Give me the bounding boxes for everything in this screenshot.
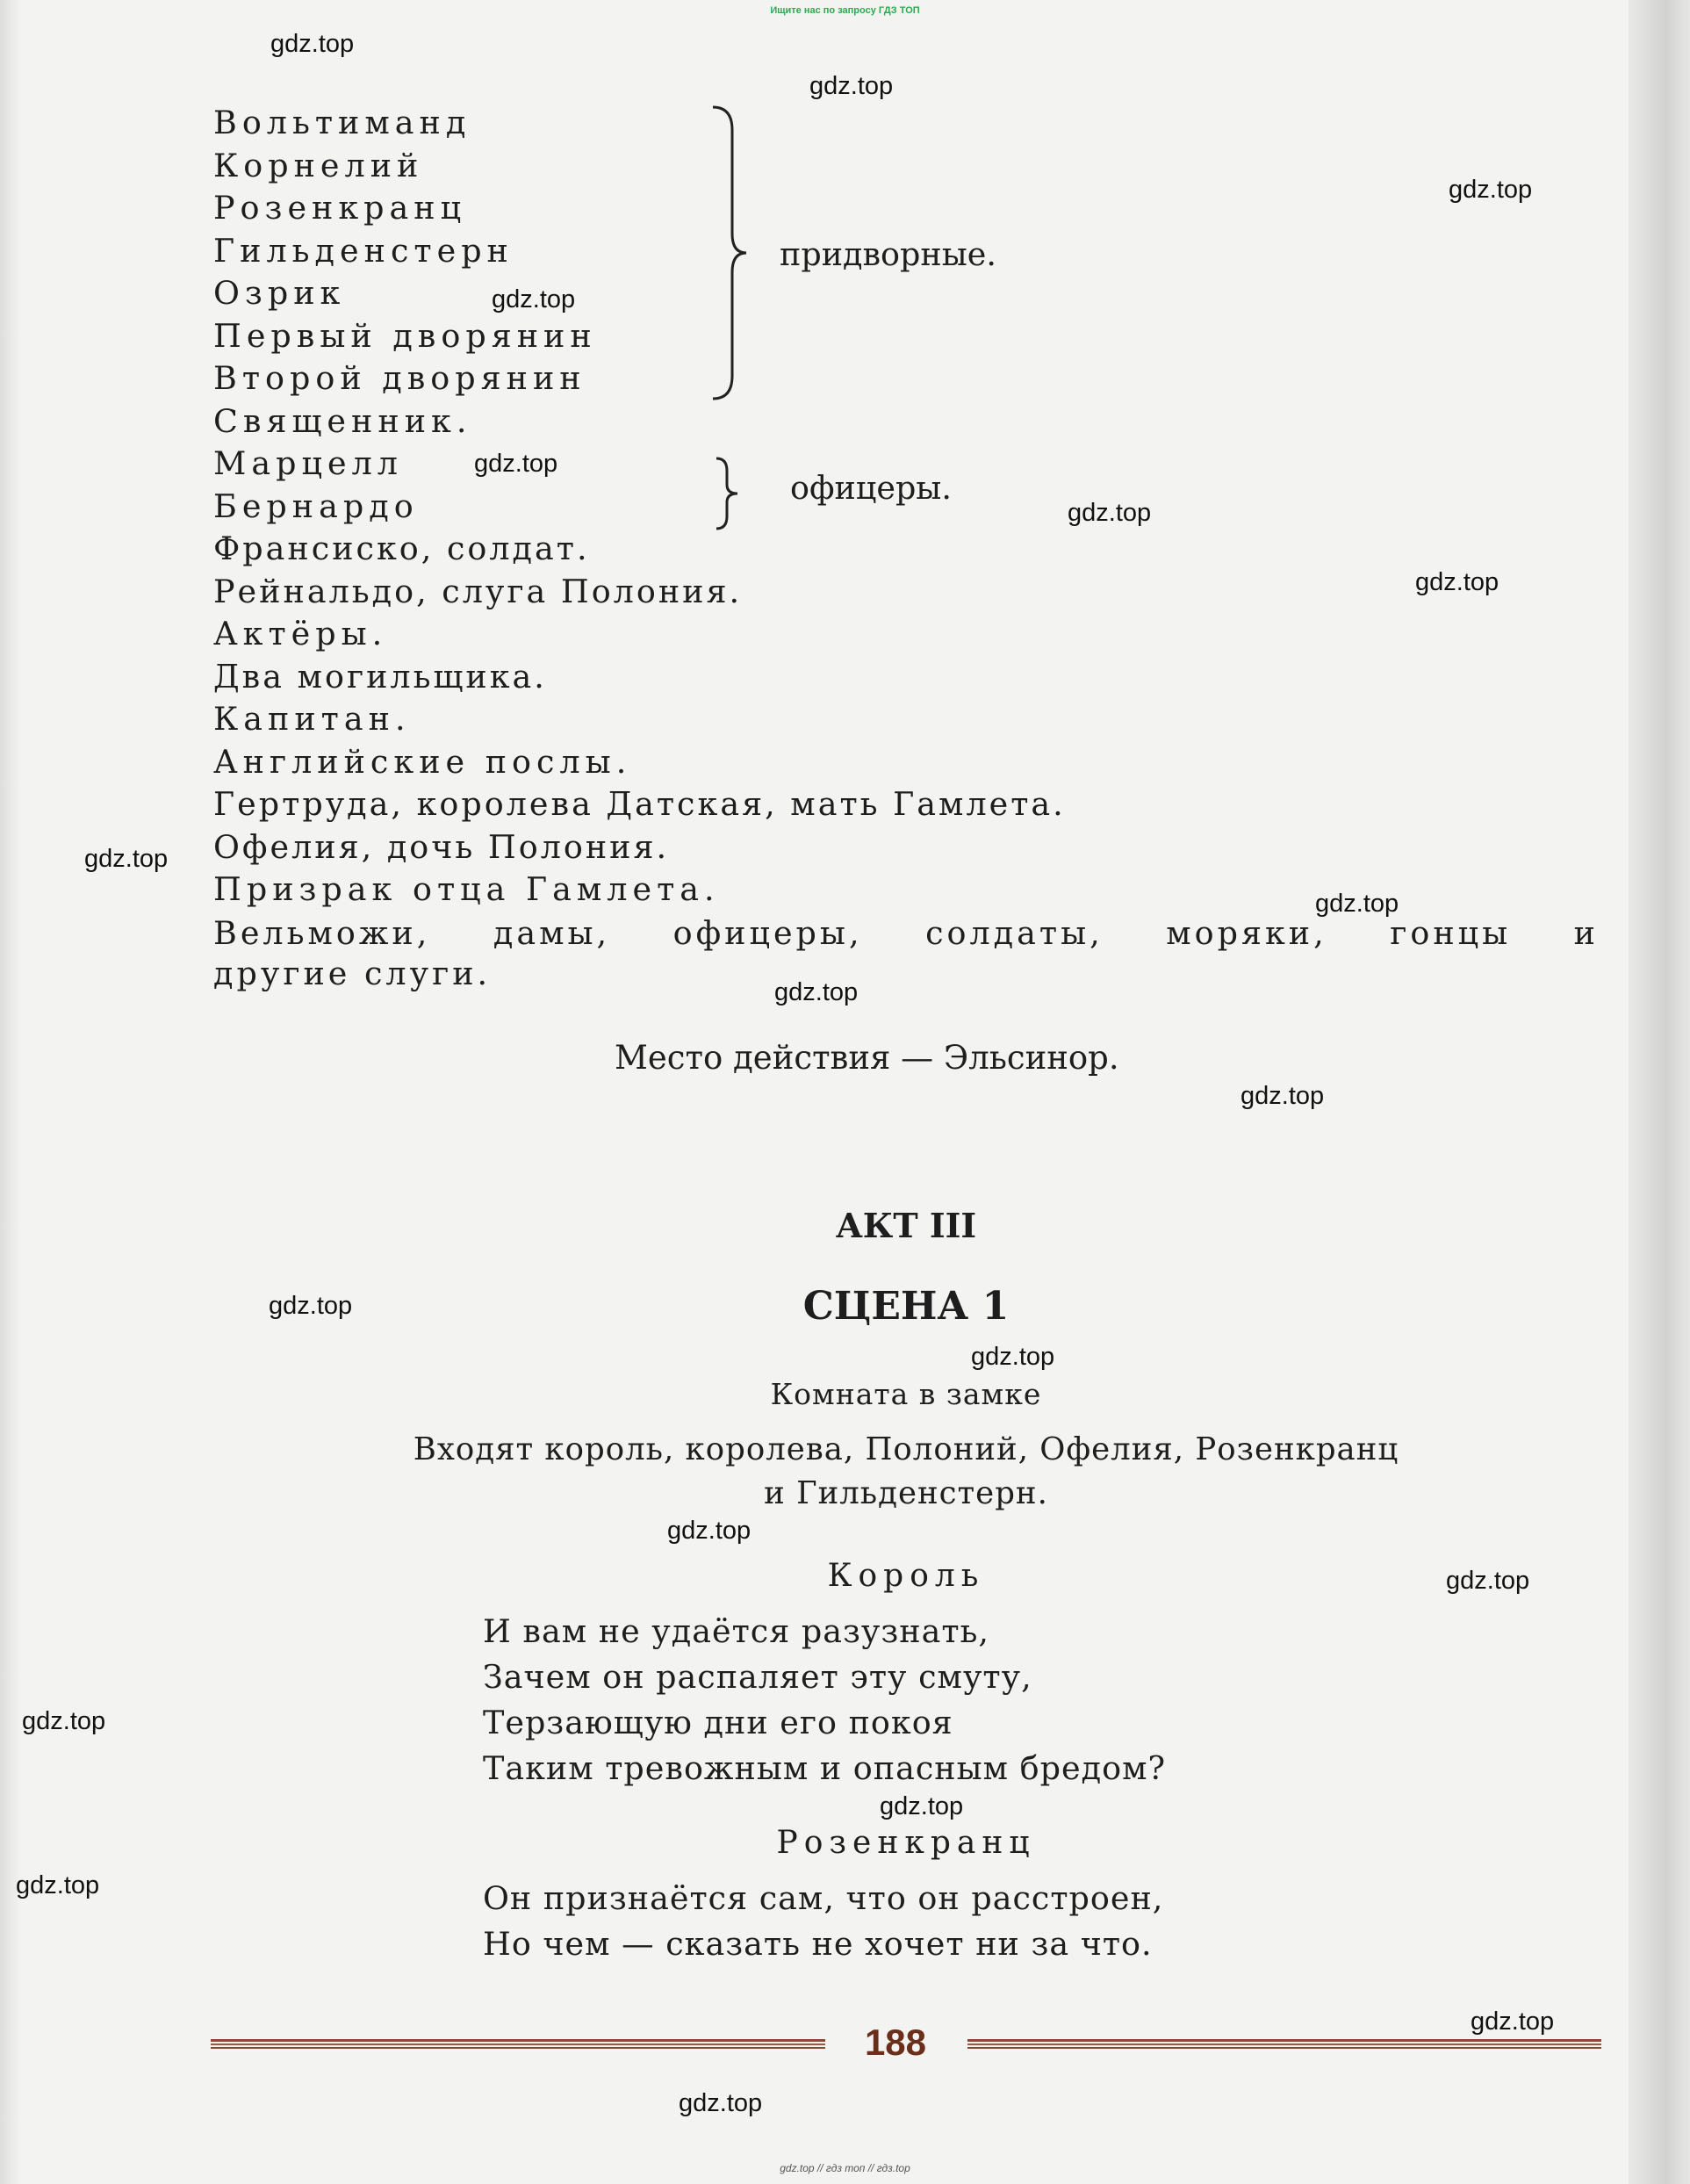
act-heading: АКТ III (835, 1206, 977, 1245)
speaker-rosencrantz: Розенкранц (776, 1825, 1036, 1861)
watermark: gdz.top (1315, 890, 1399, 918)
cast-item: Розенкранц (213, 189, 467, 227)
cast-item: Актёры. (213, 615, 388, 652)
cast-item: Призрак отца Гамлета. (213, 870, 720, 908)
cast-item: Рейнальдо, слуга Полония. (213, 572, 743, 610)
verse-line: Зачем он распаляет эту смуту, (483, 1658, 1032, 1696)
cast-item: Вольтиманд (213, 104, 471, 141)
verse-line: И вам не удаётся разузнать, (483, 1612, 990, 1650)
verse-line: Он признаётся сам, что он расстроен, (483, 1879, 1164, 1917)
watermark: gdz.top (1449, 176, 1533, 204)
bottom-banner: gdz.top // гдз топ // гдз.top (780, 2162, 910, 2174)
top-banner: Ищите нас по запросу ГДЗ ТОП (770, 5, 920, 16)
cast-word: дамы, (493, 914, 611, 952)
watermark: gdz.top (880, 1792, 964, 1820)
cast-item: Корнелий (213, 146, 424, 184)
watermark: gdz.top (679, 2089, 763, 2117)
cast-word: Вельможи, (213, 914, 431, 952)
watermark: gdz.top (84, 845, 169, 873)
cast-last-line (213, 912, 1599, 955)
cast-item: Марцелл (213, 444, 403, 482)
cast-word: и (1573, 914, 1599, 952)
place-of-action: Место действия — Эльсинор. (615, 1039, 1119, 1077)
watermark: gdz.top (22, 1707, 106, 1735)
watermark: gdz.top (492, 285, 576, 314)
rosencrantz-speech (483, 1876, 1163, 1967)
page-number: 188 (864, 2022, 927, 2063)
watermark: gdz.top (971, 1343, 1055, 1371)
courtiers-label: придворные. (780, 235, 996, 273)
verse-line: Терзающую дни его покоя (483, 1704, 953, 1741)
cast-item: Франсиско, солдат. (213, 530, 590, 567)
scene-location: Комната в замке (770, 1377, 1042, 1411)
officers-brace (713, 455, 748, 532)
cast-item: Первый дворянин (213, 316, 597, 355)
stage-direction-line: Входят король, королева, Полоний, Офелия, Розенкранц (413, 1431, 1399, 1467)
verse-line: Но чем — сказать не хочет ни за что. (483, 1925, 1153, 1963)
watermark: gdz.top (809, 72, 894, 100)
watermark: gdz.top (269, 1292, 353, 1320)
watermark: gdz.top (1068, 499, 1152, 527)
speaker-king: Король (827, 1558, 985, 1594)
stage-direction-line: и Гильденстерн. (764, 1475, 1048, 1511)
cast-item: Английские послы. (213, 742, 632, 781)
courtiers-brace (708, 104, 760, 402)
cast-item: Капитан. (213, 700, 411, 738)
footer-rule-left (211, 2039, 825, 2049)
watermark: gdz.top (16, 1871, 100, 1899)
page-left-shadow (0, 0, 21, 2184)
watermark: gdz.top (774, 978, 859, 1006)
cast-word: гонцы (1390, 914, 1512, 952)
watermark: gdz.top (1415, 568, 1499, 596)
cast-last-line-continued: другие слуги. (213, 955, 492, 992)
scene-heading: СЦЕНА 1 (802, 1284, 1010, 1329)
watermark: gdz.top (667, 1517, 752, 1545)
officers-label: офицеры. (790, 469, 952, 507)
page-right-edge (1629, 0, 1690, 2184)
watermark: gdz.top (1241, 1082, 1325, 1110)
cast-word: моряки, (1166, 914, 1327, 952)
watermark: gdz.top (270, 30, 355, 58)
cast-item: Озрик (213, 274, 346, 312)
stage-direction (213, 1428, 1599, 1516)
cast-word: солдаты, (925, 914, 1104, 952)
cast-item: Гертруда, королева Датская, мать Гамлета. (213, 785, 1066, 823)
watermark: gdz.top (1446, 1567, 1530, 1595)
watermark: gdz.top (1471, 2007, 1555, 2036)
cast-item: Гильденстерн (213, 231, 514, 270)
footer-rule-right (967, 2039, 1601, 2049)
verse-line: Таким тревожным и опасным бредом? (483, 1749, 1167, 1787)
cast-item: Два могильщика. (213, 657, 547, 696)
cast-item: Бернардо (213, 487, 419, 525)
cast-item: Второй дворянин (213, 359, 586, 397)
cast-item: Священник. (213, 401, 472, 440)
cast-word: офицеры, (672, 914, 863, 952)
watermark: gdz.top (474, 450, 558, 478)
cast-item: Офелия, дочь Полония. (213, 827, 670, 866)
king-speech (483, 1609, 1166, 1791)
